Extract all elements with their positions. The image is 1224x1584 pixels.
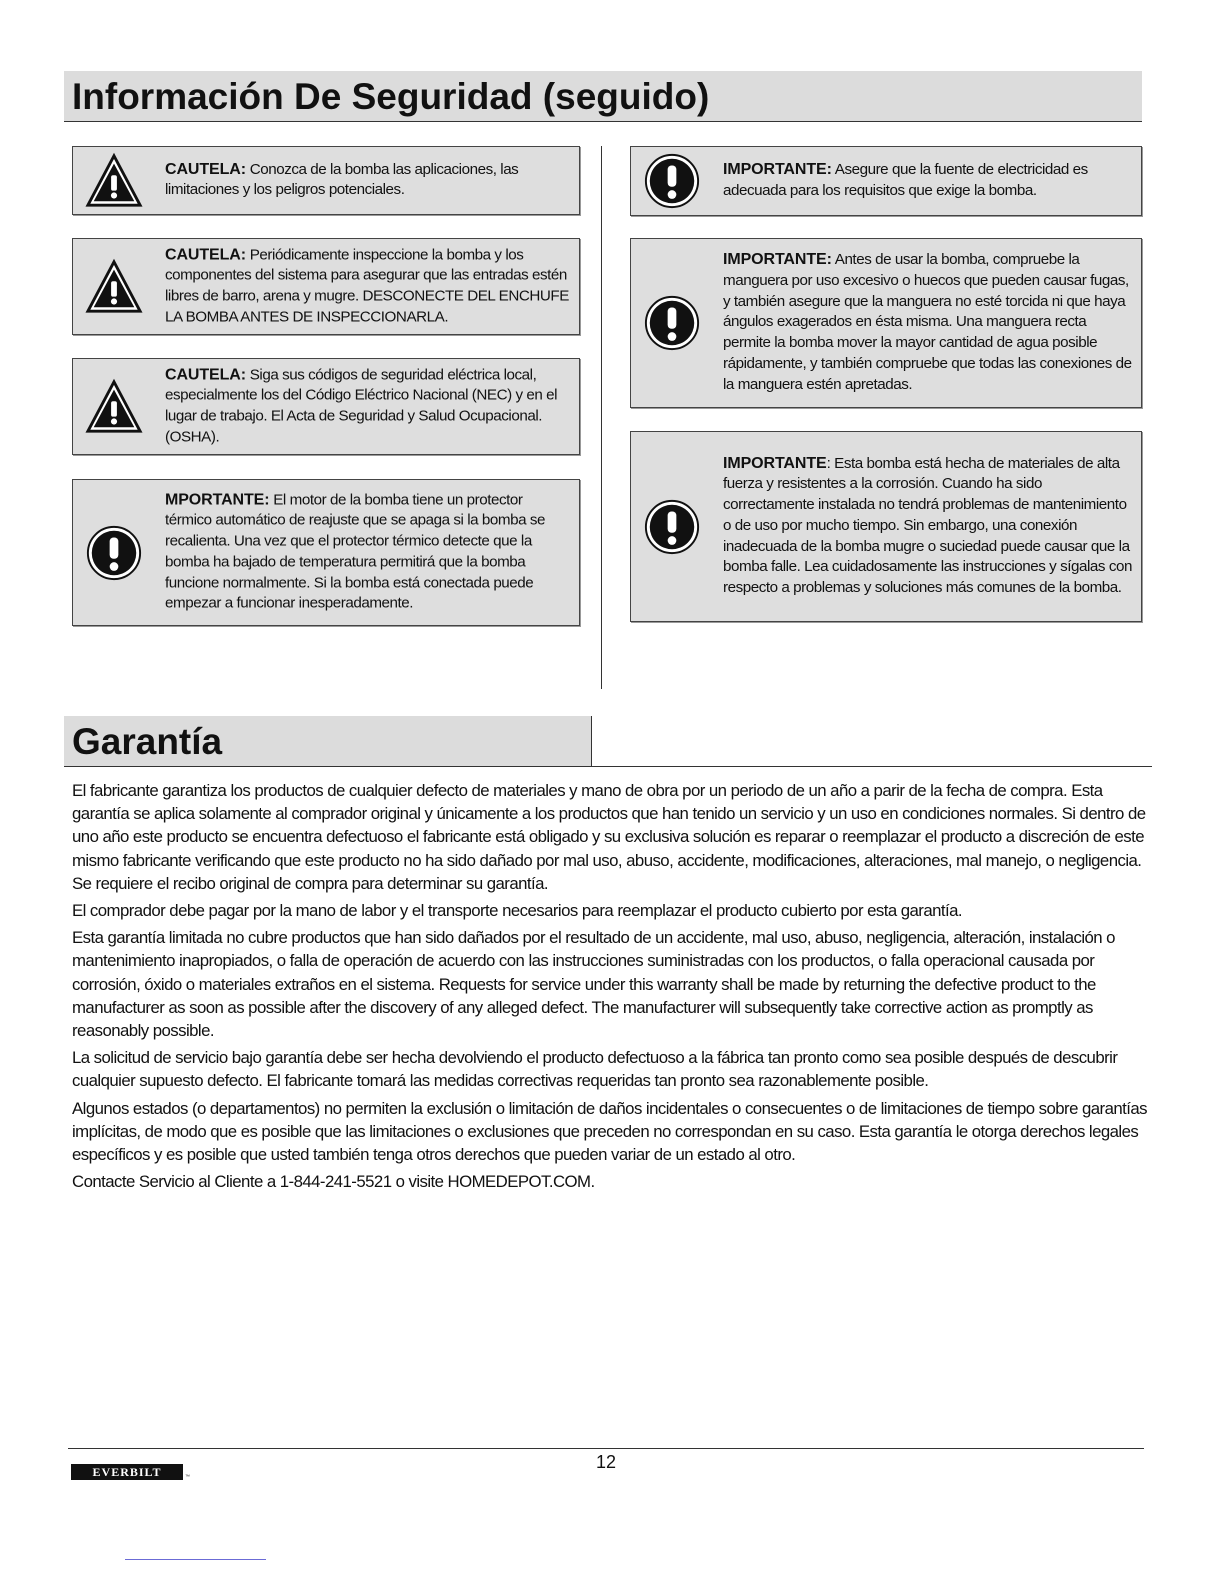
- caution-notice-inspection: [72, 238, 580, 335]
- notice-body: : Esta bomba está hecha de materiales de alta fuerza y resistentes a la corrosión. Cuando ha sido correctamente instalada no tendrá problemas de mantenimiento o de uso por mucho tiempo. Sin embargo, una conexión inadecuada de la bomba mugre o suciedad puede causar que la bomba falle. Lea cuidadosamente las instrucciones y sígalas con respecto a problemas y soluciones más comunes de la bomba.: [723, 454, 1132, 597]
- warranty-divider: [64, 766, 1152, 767]
- notice-body: El motor de la bomba tiene un protector térmico automático de reajuste que se apaga si la bomba se recalienta. Una vez que el protector térmico detecte que la bomba ha bajado de temperatura permitirá que la bomba funcione normalmente. Si la bomba está conectada puede empezar a funcionar inesperadamente.: [165, 491, 545, 613]
- footer-divider: [68, 1448, 1144, 1449]
- warranty-paragraph: El comprador debe pagar por la mano de labor y el transporte necesarios para reemplazar el producto cubierto por esta garantía.: [72, 901, 963, 921]
- safety-section-header: [64, 71, 1142, 122]
- notice-label: IMPORTANTE:: [723, 161, 832, 179]
- notice-body: Asegure que la fuente de electricidad es adecuada para los requisitos que exige la bomba.: [723, 161, 1088, 199]
- exclamation-circle-icon: [85, 524, 143, 582]
- warranty-section-title: Garantía: [72, 721, 223, 762]
- exclamation-circle-icon: [643, 152, 701, 210]
- notice-label: CAUTELA:: [165, 365, 246, 383]
- page-number: 12: [595, 1452, 617, 1472]
- warranty-paragraph: Esta garantía limitada no cubre productos que han sido dañados por el resultado de un accidente, mal uso, abuso, negligencia, alteración, instalación o mantenimiento inapropiados, o falla de operación de acuerdo con las instrucciones suministradas con los productos, o falla operacional causada por corrosión, óxido o materiales extraños en el sistema. Requests for service under this warranty shall be made by returning the defective product to the manufacturer as soon as possible after the discovery of any alleged defect. The manufacturer will subsequently take corrective action as promptly as reasonably possible.: [72, 928, 1115, 1041]
- notice-body: Periódicamente inspeccione la bomba y los componentes del sistema para asegurar que las entradas estén libres de barro, arena y mugre. DESCONECTE DEL ENCHUFE LA BOMBA ANTES DE INSPECCIONARLA.: [165, 245, 569, 326]
- warranty-contact: Contacte Servicio al Cliente a 1-844-241-5521 o visite HOMEDEPOT.COM.: [72, 1172, 595, 1192]
- notice-body: Siga sus códigos de seguridad eléctrica local, especialmente los del Código Eléctrico Nacional (NEC) y en el lugar de trabajo. El Acta de Seguridad y Salud Ocupacional. (OSHA).: [165, 365, 558, 446]
- safety-section-title: Información De Seguridad (seguido): [72, 76, 710, 117]
- important-notice-thermal-protector: [72, 479, 580, 626]
- important-notice-hose-check: [630, 238, 1142, 408]
- exclamation-circle-icon: [643, 498, 701, 556]
- notice-body: Conozca de la bomba las aplicaciones, las limitaciones y los peligros potenciales.: [165, 160, 519, 199]
- notice-label: MPORTANTE:: [165, 491, 270, 509]
- warning-triangle-icon: [85, 378, 143, 436]
- notice-label: CAUTELA:: [165, 160, 246, 178]
- notice-body: Antes de usar la bomba, compruebe la manguera por uso excesivo o huecos que pueden causar fugas, y también asegure que la manguera no esté torcida ni que haya ángulos exagerados en ésta misma. Una manguera recta permite la bomba mover la mayor cantidad de agua posible rápidamente, y también compruebe que todas las conexiones de la manguera estén apretadas.: [723, 251, 1132, 393]
- notice-text: [723, 160, 1133, 202]
- brand-logo: [71, 1464, 183, 1480]
- caution-notice-applications: [72, 146, 580, 215]
- important-notice-materials: [630, 431, 1142, 622]
- warning-triangle-icon: [85, 258, 143, 316]
- column-divider: [601, 146, 602, 689]
- notice-label: IMPORTANTE:: [723, 251, 832, 269]
- warranty-paragraph: El fabricante garantiza los productos de cualquier defecto de materiales y mano de obra por un periodo de un año a parir de la fecha de compra. Esta garantía se aplica solamente al comprador original y únicamente a los productos que han tenido un servicio y un uso en condiciones normales. Si dentro de uno año este producto se encuentra defectuoso el fabricante está obligado y su exclusiva solución es reparar o reemplazar el producto a discreción de este mismo fabricante verificando que este producto no ha sido dañado por mal uso, abuso, accidente, modificaciones, alteraciones, mal manejo, o negligencia. Se requiere el recibo original de compra para determinar su garantía.: [72, 781, 1146, 893]
- trademark-symbol: ™: [185, 1474, 190, 1480]
- notice-label: CAUTELA:: [165, 245, 246, 263]
- warranty-body: [72, 779, 1152, 1197]
- warranty-section-header: [64, 716, 592, 767]
- notice-text: [723, 454, 1133, 600]
- notice-text: [165, 365, 571, 448]
- notice-label: IMPORTANTE: [723, 454, 827, 472]
- notice-text: [165, 490, 571, 615]
- notice-text: [723, 250, 1133, 396]
- notice-text: [165, 245, 571, 328]
- notice-text: [165, 160, 571, 202]
- brand-logo-text: EVERBILT: [73, 1466, 181, 1478]
- caution-notice-electrical-codes: [72, 358, 580, 455]
- bottom-link-line: [125, 1559, 266, 1560]
- exclamation-circle-icon: [643, 294, 701, 352]
- important-notice-power-source: [630, 146, 1142, 216]
- warranty-paragraph: Algunos estados (o departamentos) no permiten la exclusión o limitación de daños incidentales o consecuentes o de limitaciones de tiempo sobre garantías implícitas, de modo que es posible que las limitaciones o exclusiones que preceden no correspondan en su caso. Esta garantía le otorga derechos legales específicos y es posible que usted también tenga otros derechos que pueden variar de un estado al otro.: [72, 1098, 1147, 1165]
- warning-triangle-icon: [85, 152, 143, 210]
- warranty-paragraph: La solicitud de servicio bajo garantía debe ser hecha devolviendo el producto defectuoso a la fábrica tan pronto como sea posible después de descubrir cualquier supuesto defecto. El fabricante tomará las medidas correctivas requeridas tan pronto sea razonablemente posible.: [72, 1048, 1118, 1091]
